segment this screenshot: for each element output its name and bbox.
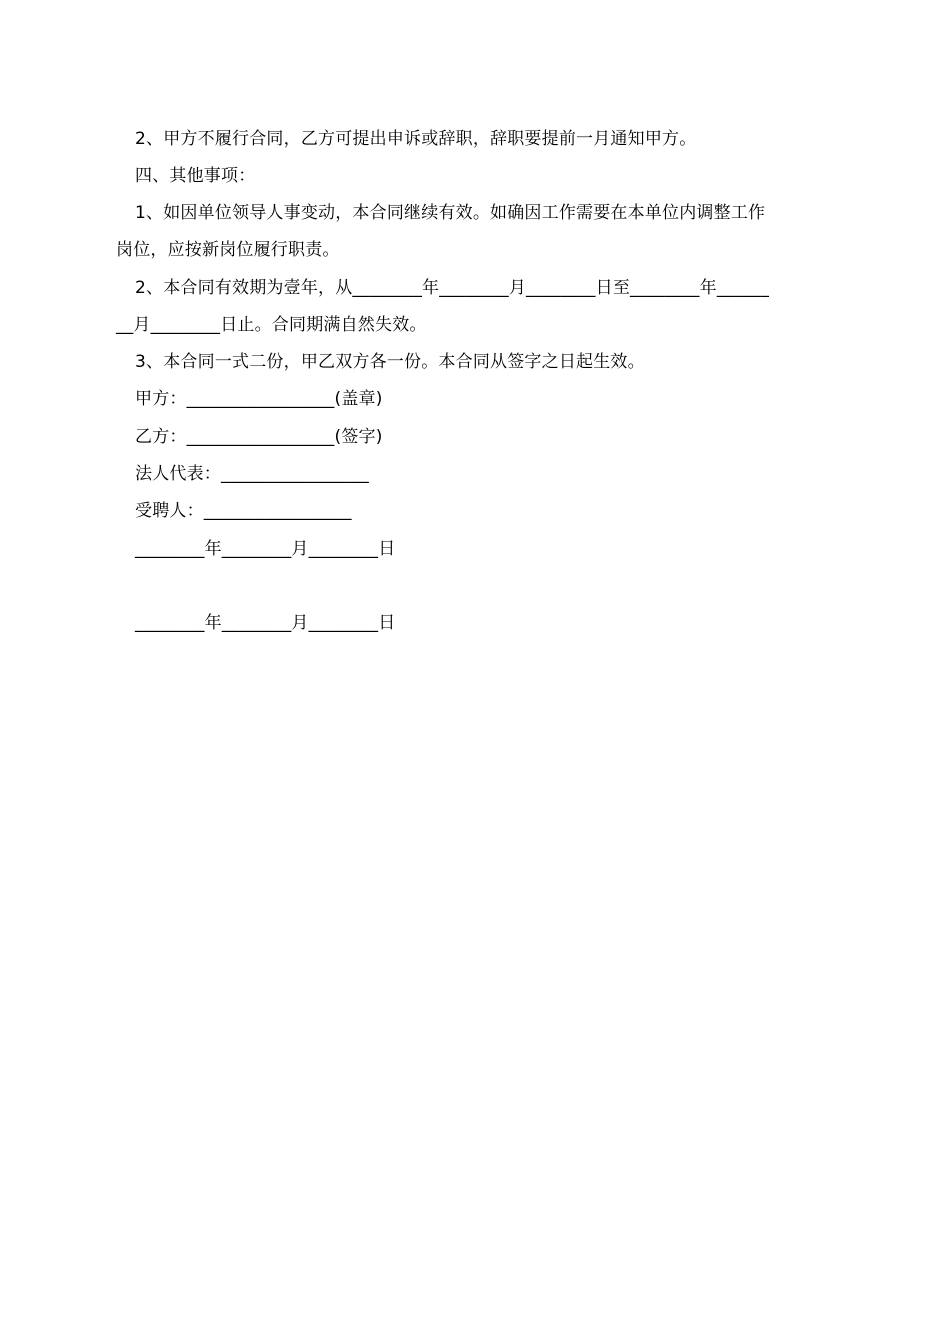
clause-3-copies: 3、本合同一式二份，甲乙双方各一份。本合同从签字之日起生效。 [135, 352, 645, 372]
date-line-2: ________年________月________日 [135, 613, 396, 633]
clause-2-validity-period: 2、本合同有效期为壹年，从________年________月________日至________年______ [135, 278, 770, 298]
section-4-heading: 四、其他事项： [135, 166, 256, 186]
employee-line: 受聘人：_________________ [135, 501, 352, 521]
clause-1-continuation: 岗位，应按新岗位履行职责。 [116, 240, 340, 260]
clause-2-breach: 2、甲方不履行合同，乙方可提出申诉或辞职，辞职要提前一月通知甲方。 [135, 129, 697, 149]
party-a-signature-line: 甲方：_________________(盖章) [135, 389, 383, 409]
clause-1-personnel-change: 1、如因单位领导人事变动，本合同继续有效。如确因工作需要在本单位内调整工作 [135, 203, 766, 223]
clause-2-validity-end: __月________日止。合同期满自然失效。 [116, 315, 427, 335]
legal-representative-line: 法人代表：_________________ [135, 464, 369, 484]
date-line-1: ________年________月________日 [135, 539, 396, 559]
party-b-signature-line: 乙方：_________________(签字) [135, 427, 383, 447]
